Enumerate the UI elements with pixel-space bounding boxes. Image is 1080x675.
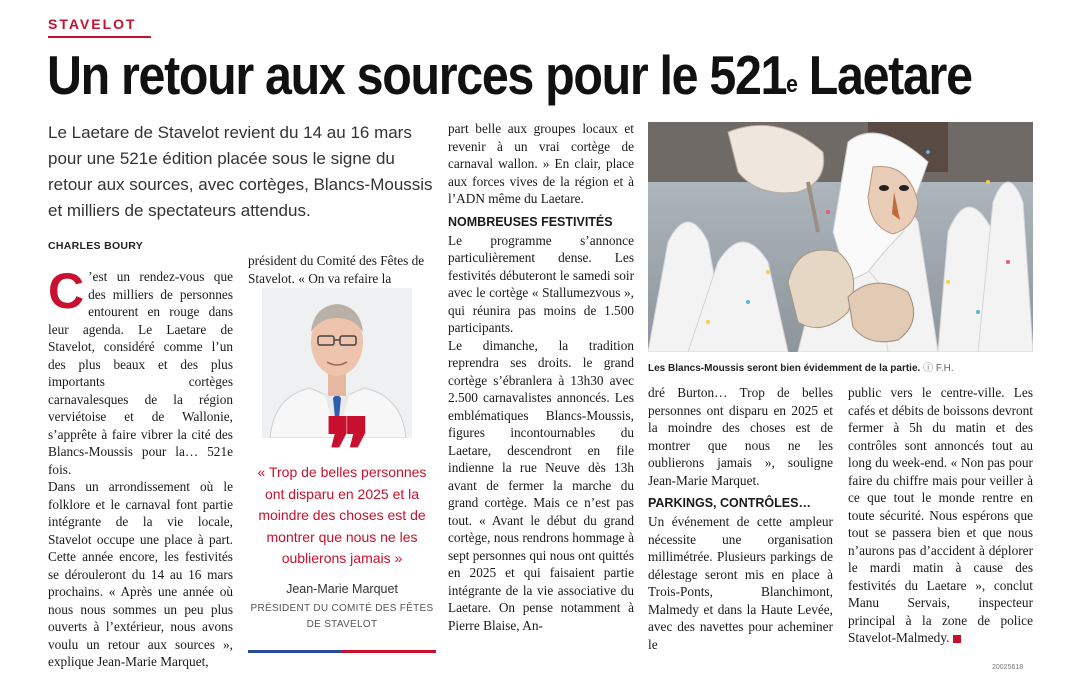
col4-paragraph-1: dré Burton… Trop de belles personnes ont disparu en 2025 et la moindre des choses est de montrer que nous ne les oublierons jamais », souligne Jean-Marie Marquet.	[648, 385, 833, 488]
subhead-festivites: NOMBREUSES FESTIVITÉS	[448, 214, 613, 229]
pull-quote: « Trop de belles personnes ont disparu en 2025 et la moindre des choses est de montrer que nous ne les oublierons jamais »	[257, 464, 427, 566]
reference-code: 20025618	[992, 664, 1024, 671]
col1-paragraph-2: Dans un arrondissement où le folklore et le carnaval font partie intégrante de la vie locale, Stavelot occupe une place à part. Cette année encore, les festivités se dérouleront du 14 au 16 mars prochains. « Après une année où nous nous sommes un peu plus ouverts à l’extérieur, nous avons voulu un retour aux sources », explique Jean-Marie Marquet,	[48, 479, 233, 669]
col4-paragraph-2: Un événement de cette ampleur nécessite une organisation millimétrée. Plusieurs parkings de délestage seront mis en place à Trois-Ponts, Blanchimont, Malmedy et dans la Haute Levée, avec des navettes pour acheminer le	[648, 514, 833, 652]
photo-credit: ⓘ F.H.	[923, 363, 954, 374]
end-mark-icon	[953, 635, 961, 643]
pull-quote-bar	[248, 650, 436, 653]
col1-paragraph-1: ’est un rendez-vous que des milliers de personnes entourent en rouge dans leur agenda. Le Laetare de Stavelot, considéré comme l’un des plus beaux et des plus importants cortèges carnavalesques de la région verviétoise et de Wallonie, s’apprête à faire vibrer la cité des Blancs-Moussis pour la… 521e fois.	[48, 269, 233, 477]
carnival-photo	[648, 122, 1033, 352]
column-3	[448, 120, 634, 634]
column-2-text	[248, 252, 433, 287]
carnival-image	[648, 122, 1033, 352]
headline-main: Un retour aux sources pour le 521	[47, 44, 787, 106]
headline-superscript: e	[786, 71, 797, 98]
col2-paragraph: président du Comité des Fêtes de Stavelot. « On va refaire la	[248, 253, 425, 286]
lead-text: Le Laetare de Stavelot revient du 14 au 16 mars pour une 521e édition placée sous le signe du retour aux sources, avec cortèges, Blancs-Moussis et milliers de spectateurs attendus.	[48, 123, 433, 220]
caption-text: Les Blancs-Moussis seront bien évidemment de la partie.	[648, 363, 921, 374]
dropcap: C	[48, 263, 85, 319]
col3-paragraph-3: Le dimanche, la tradition reprendra ses droits. le grand cortège s’ébranlera à 13h30 avec 2.500 carnavalistes annoncés. Les emblématiques Blancs-Moussis, figures incontournables du Laetare, descendront en file indienne la rue Neuve dès 13h avant de fermer la marche du grand cortège. Mais ce n’est pas tout. « Avant le début du grand cortège, nous rendrons hommage à sept personnes qui nous ont quittés en 2025 et qui faisaient partie intégrante de la vie associative du Laetare. On pense notamment à Pierre Blaise, An-	[448, 337, 634, 633]
quote-mark-icon: ❞	[324, 403, 372, 499]
headline	[47, 40, 972, 110]
lead-paragraph	[48, 120, 433, 224]
section-rule	[48, 36, 151, 38]
column-4	[648, 384, 833, 653]
byline: CHARLES BOURY	[48, 240, 144, 252]
col5-text: public vers le centre-ville. Les cafés et débits de boissons devront fermer à 5h du matin et des contrôles sont annoncés tout au long du week-end. « Non pas pour faire du chiffre mais pour veiller à ce que tout le monde rentre en toute sécurité. Nous espérons que tout se passera bien et que nous n’aurons pas d’accident à déplorer le mardi matin à cause des festivités du Laetare », conclut Manu Servais, inspecteur principal à la zone de police Stavelot-Malmedy.	[848, 385, 1033, 645]
photo-caption	[648, 359, 1033, 374]
column-1	[48, 263, 233, 671]
pull-quote-role: PRÉSIDENT DU COMITÉ DES FÊTES DE STAVELOT	[250, 603, 434, 630]
headline-end: Laetare	[796, 44, 972, 106]
col3-paragraph-1: part belle aux groupes locaux et revenir à un vrai cortège de carnaval wallon. » En clair, place aux forces vives de la région et à l’ADN même du Laetare.	[448, 121, 634, 206]
pull-quote-name: Jean-Marie Marquet	[286, 582, 398, 596]
section-label: STAVELOT	[48, 16, 137, 32]
col3-paragraph-2: Le programme s’annonce particulièrement dense. Les festivités débuteront le samedi soir avec le cortège « Stallumezvous », qui réunira pas moins de 1.500 participants.	[448, 232, 634, 335]
col5-paragraph-1	[848, 384, 1033, 647]
column-5	[848, 384, 1033, 647]
subhead-parkings: PARKINGS, CONTRÔLES…	[648, 496, 811, 510]
